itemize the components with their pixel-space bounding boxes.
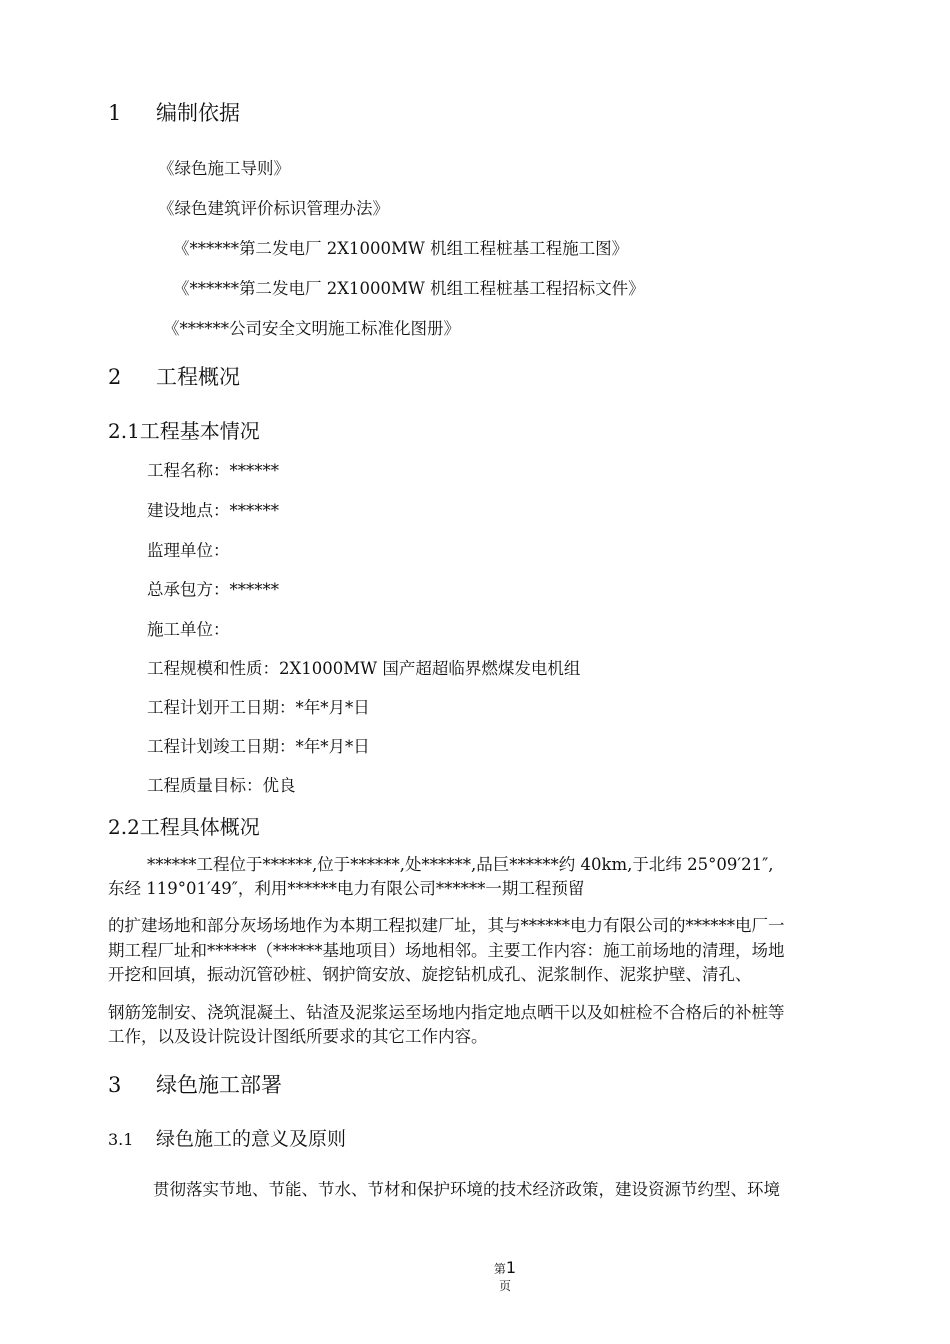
paragraph-line-4: 期工程厂址和******（******基地项目）场地相邻。主要工作内容：施工前场地的清理，场地: [108, 941, 785, 960]
reference-item-1: 《绿色施工导则》: [158, 159, 290, 178]
page-label-prefix: 第: [493, 1262, 506, 1276]
subsection-3-1-heading: [108, 1124, 346, 1151]
field-general-contractor: 总承包方：******: [147, 580, 279, 599]
paragraph-line-6: 钢筋笼制安、浇筑混凝土、钻渣及泥浆运至场地内指定地点晒干以及如桩检不合格后的补桩等: [108, 1003, 785, 1022]
section-1-number: 1: [108, 101, 122, 125]
subsection-2-2-heading: 2.2工程具体概况: [108, 815, 260, 839]
paragraph-line-7: 工作，以及设计院设计图纸所要求的其它工作内容。: [108, 1027, 488, 1046]
subsection-3-1-number: 3.1: [108, 1130, 134, 1149]
section-3-number: 3: [108, 1073, 122, 1097]
reference-item-2: 《绿色建筑评价标识管理办法》: [158, 199, 389, 218]
field-construction-site: 建设地点：******: [147, 501, 279, 520]
reference-item-5: 《******公司安全文明施工标准化图册》: [163, 319, 460, 338]
field-project-name: 工程名称：******: [147, 461, 279, 480]
reference-item-3: 《******第二发电厂 2X1000MW 机组工程桩基工程施工图》: [173, 239, 629, 258]
field-scale-nature: 工程规模和性质：2X1000MW 国产超超临界燃煤发电机组: [147, 659, 581, 678]
paragraph-line-1: ******工程位于******,位于******,处******,品巨******约 40km,于北纬 25°09′21″,: [147, 855, 774, 874]
field-planned-start: 工程计划开工日期：*年*月*日: [147, 698, 370, 717]
paragraph-line-2: 东经 119°01′49″，利用******电力有限公司******一期工程预留: [108, 879, 585, 898]
section-1-heading: [108, 97, 240, 127]
paragraph-line-3: 的扩建场地和部分灰场场地作为本期工程拟建厂址，其与******电力有限公司的******电厂一: [108, 916, 785, 935]
subsection-2-1-heading: 2.1工程基本情况: [108, 419, 260, 443]
section-3-heading: [108, 1069, 282, 1099]
section-2-title: 工程概况: [156, 365, 240, 389]
section-1-title: 编制依据: [156, 101, 240, 125]
page-footer: [455, 1258, 555, 1294]
reference-item-4: 《******第二发电厂 2X1000MW 机组工程桩基工程招标文件》: [173, 279, 645, 298]
section-2-heading: [108, 361, 240, 391]
page-number: 1: [505, 1258, 517, 1277]
paragraph-line-5: 开挖和回填，振动沉管砂桩、钢护筒安放、旋挖钻机成孔、泥浆制作、泥浆护壁、清孔、: [108, 965, 752, 984]
page-label-suffix: 页: [498, 1279, 511, 1293]
field-construction-unit: 施工单位：: [147, 620, 230, 639]
section-3-title: 绿色施工部署: [156, 1073, 282, 1097]
subsection-3-1-title: 绿色施工的意义及原则: [156, 1128, 347, 1150]
field-quality-target: 工程质量目标：优良: [147, 776, 296, 795]
field-planned-completion: 工程计划竣工日期：*年*月*日: [147, 737, 370, 756]
paragraph-3-1-line-1: 贯彻落实节地、节能、节水、节材和保护环境的技术经济政策，建设资源节约型、环境: [153, 1180, 780, 1199]
field-supervision-unit: 监理单位：: [147, 541, 230, 560]
section-2-number: 2: [108, 365, 122, 389]
